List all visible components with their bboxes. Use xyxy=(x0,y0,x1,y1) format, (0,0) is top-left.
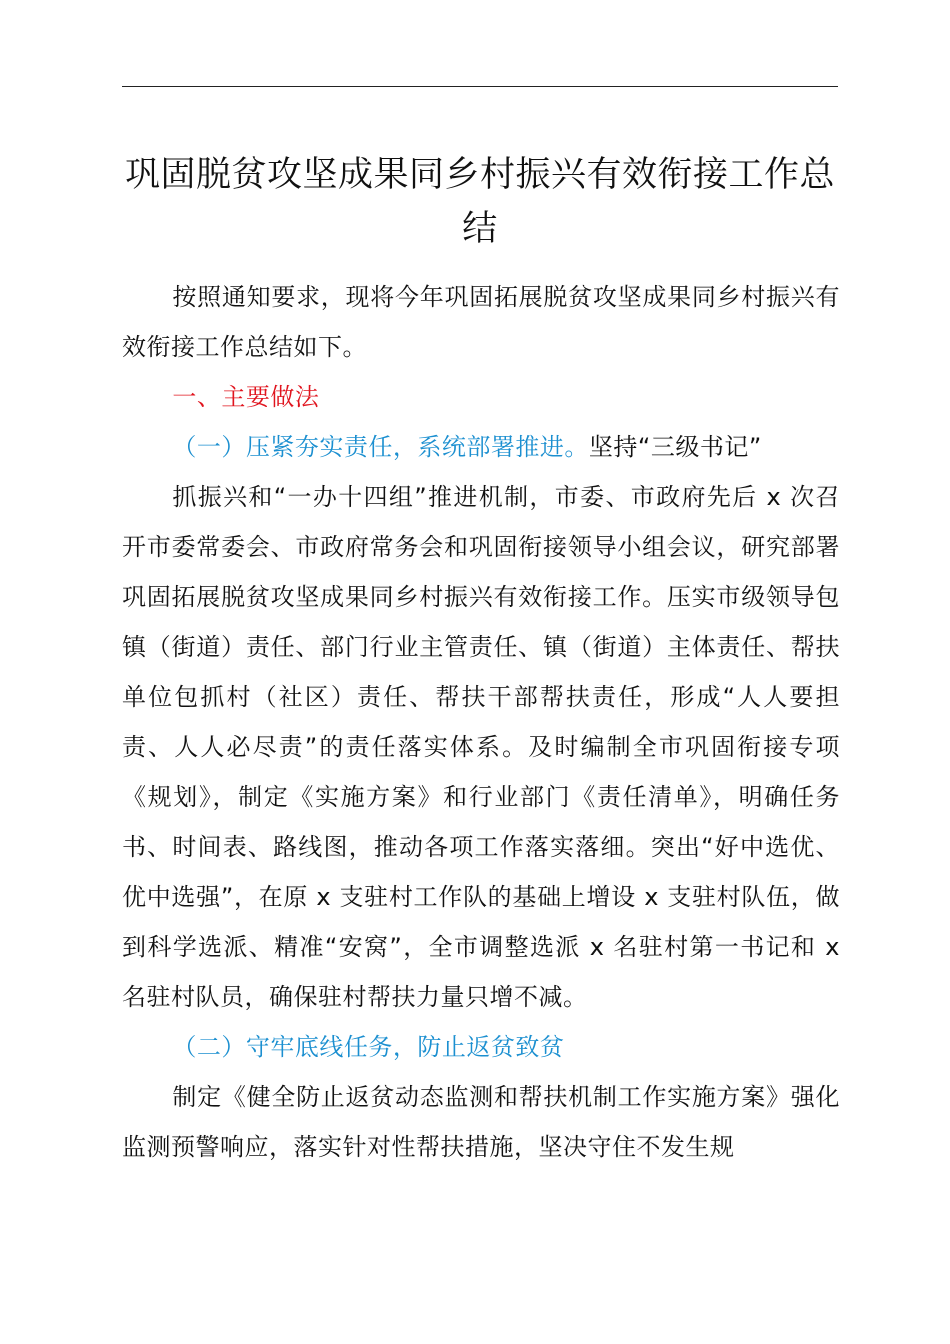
document-title: 巩固脱贫攻坚成果同乡村振兴有效衔接工作总结 xyxy=(124,155,835,249)
subsection-1-body: 抓振兴和“一办十四组”推进机制，市委、市政府先后 x 次召开市委常委会、市政府常务会和巩固衔接领导小组会议，研究部署巩固拓展脱贫攻坚成果同乡村振兴有效衔接工作。压实市级领导包镇（街道）责任、部门行业主管责任、镇（街道）主体责任、帮扶单位包抓村（社区）责任、帮扶干部帮扶责任，形成“人人要担责、人人必尽责”的责任落实体系。及时编制全市巩固衔接专项《规划》，制定《实施方案》和行业部门《责任清单》，明确任务书、时间表、路线图，推动各项工作落实落细。突出“好中选优、优中选强”，在原 x 支驻村工作队的基础上增设 x 支驻村队伍，做到科学选派、精准“安窝”，全市调整选派 x 名驻村第一书记和 x 名驻村队员，确保驻村帮扶力量只增不减。 xyxy=(122,483,840,1011)
document-body xyxy=(122,272,840,1172)
subsection-2-heading: （二）守牢底线任务，防止返贫致贫 xyxy=(172,1033,565,1061)
section-heading-main-practices: 一、主要做法 xyxy=(172,383,320,411)
subsection-1-heading: （一）压紧夯实责任，系统部署推进。 xyxy=(172,433,589,461)
header-rule xyxy=(122,86,838,87)
subsection-2-body: 制定《健全防止返贫动态监测和帮扶机制工作实施方案》强化监测预警响应，落实针对性帮扶措施，坚决守住不发生规 xyxy=(122,1083,840,1161)
subsection-1-lead: 坚持“三级书记” xyxy=(588,433,762,461)
subsection-1-heading-line xyxy=(122,422,840,472)
intro-paragraph: 按照通知要求，现将今年巩固拓展脱贫攻坚成果同乡村振兴有效衔接工作总结如下。 xyxy=(122,283,840,361)
